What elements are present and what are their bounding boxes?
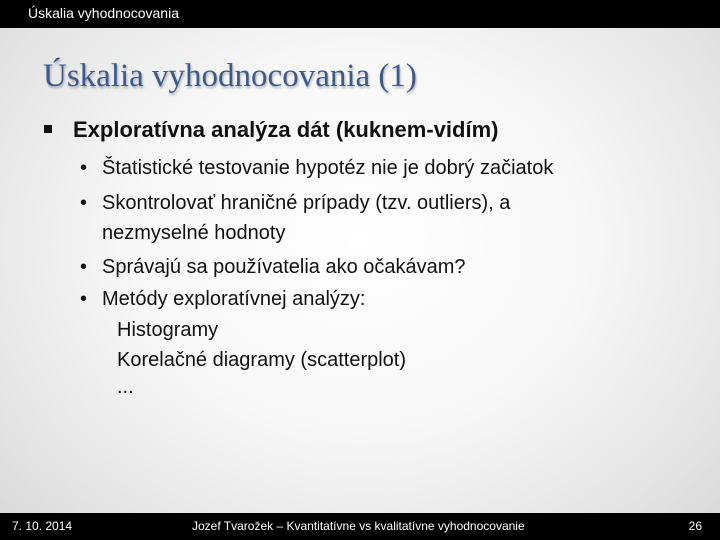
- header-bar: [0, 0, 720, 28]
- main-bullet-text: Exploratívna analýza dát (kuknem-vidím): [73, 117, 499, 142]
- bullet-dot-icon: •: [80, 157, 88, 179]
- method-item: ...: [117, 376, 134, 398]
- bullet-dot-icon: •: [80, 192, 88, 214]
- sub-bullet-text: Skontrolovať hraničné prípady (tzv. outliers), a: [102, 192, 511, 214]
- bullet-dot-icon: •: [80, 256, 88, 278]
- footer-text: Jozef Tvarožek – Kvantitatívne vs kvalitatívne vyhodnocovanie: [192, 519, 525, 533]
- footer-bar: [0, 513, 720, 540]
- method-item: Korelačné diagramy (scatterplot): [117, 349, 407, 371]
- square-bullet-icon: [44, 125, 52, 133]
- bullet-dot-icon: •: [80, 288, 88, 310]
- sub-bullet-text: Štatistické testovanie hypotéz nie je dobrý začiatok: [102, 157, 554, 179]
- sub-bullet-text: nezmyselné hodnoty: [102, 222, 286, 244]
- header-text: Úskalia vyhodnocovania: [28, 5, 179, 21]
- slide-title: Úskalia vyhodnocovania (1): [43, 58, 417, 94]
- page-number: 26: [688, 519, 702, 533]
- sub-bullet-text: Správajú sa používatelia ako očakávam?: [102, 256, 466, 278]
- method-item: Histogramy: [117, 319, 219, 341]
- sub-bullet-text: Metódy exploratívnej analýzy:: [102, 288, 366, 310]
- footer-date: 7. 10. 2014: [12, 519, 73, 533]
